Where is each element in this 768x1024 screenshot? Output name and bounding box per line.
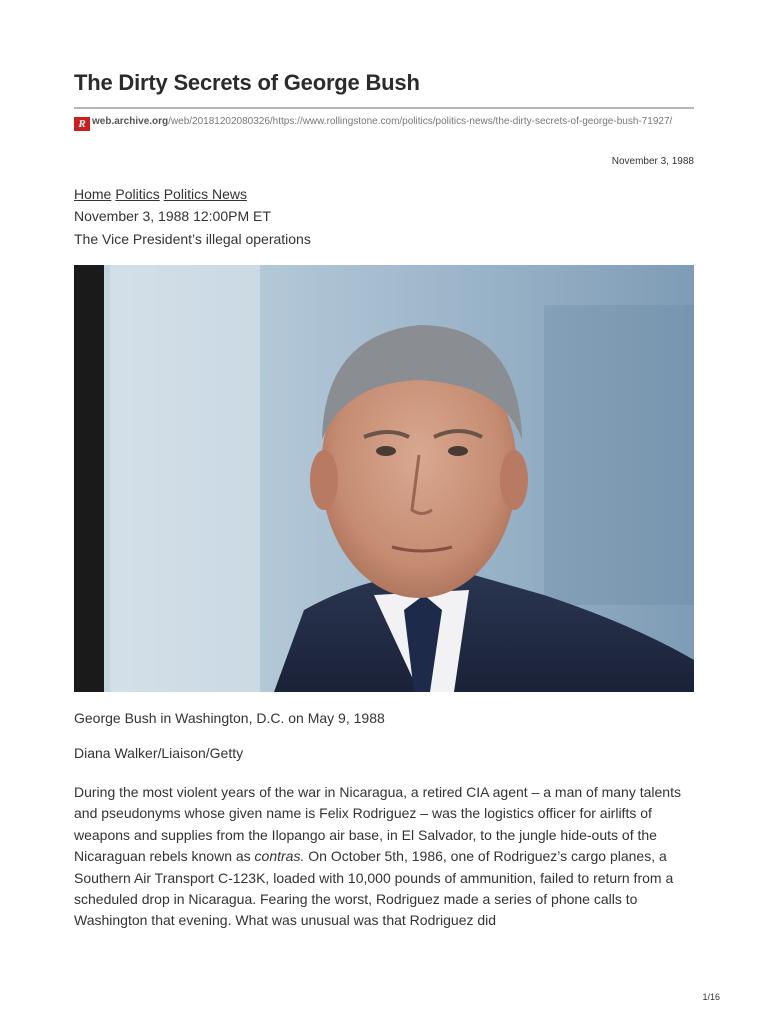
breadcrumb-politics-news[interactable]: Politics News xyxy=(163,186,247,202)
page-number: 1/16 xyxy=(702,992,720,1002)
rolling-stone-logo-icon: R xyxy=(74,117,90,131)
article-subtitle: The Vice President’s illegal operations xyxy=(74,231,311,247)
breadcrumb xyxy=(74,186,251,202)
header-date: November 3, 1988 xyxy=(611,156,694,167)
article-photo xyxy=(74,265,694,692)
portrait-illustration xyxy=(74,265,694,692)
photo-caption: George Bush in Washington, D.C. on May 9, 1988 xyxy=(74,710,385,726)
source-url[interactable] xyxy=(74,115,694,131)
publish-date: November 3, 1988 12:00PM ET xyxy=(74,208,271,224)
breadcrumb-politics[interactable]: Politics xyxy=(115,186,160,202)
breadcrumb-home[interactable]: Home xyxy=(74,186,112,202)
article-body xyxy=(74,782,696,932)
source-path[interactable]: /web/20181202080326/https://www.rollingstone.com/politics/politics-news/the-dirty-secrets-of-george-bush-71927/ xyxy=(168,116,673,127)
body-text-part2: On October 5th, 1986, one of Rodriguez’s cargo planes, a Southern Air Transport C-123K, loaded with 10,000 pounds of ammunition, failed to return from a scheduled drop in Nicaragua. Fearing the worst, Rodriguez made a series of phone calls to Washington that evening. What was unusual was that Rodriguez did xyxy=(74,848,674,929)
body-text-part1: During the most violent years of the war in Nicaragua, a retired CIA agent – a man of many talents and pseudonyms whose given name is Felix Rodriguez – was the logistics officer for airlifts of weapons and supplies from the Ilopango air base, in El Salvador, to the jungle hide-outs of the Nicaraguan rebels known as xyxy=(74,784,681,865)
article-title: The Dirty Secrets of George Bush xyxy=(74,70,420,95)
title-divider xyxy=(74,107,694,109)
photo-credit: Diana Walker/Liaison/Getty xyxy=(74,745,244,761)
body-text-italic: contras. xyxy=(254,848,305,865)
source-domain[interactable]: web.archive.org xyxy=(92,116,169,127)
